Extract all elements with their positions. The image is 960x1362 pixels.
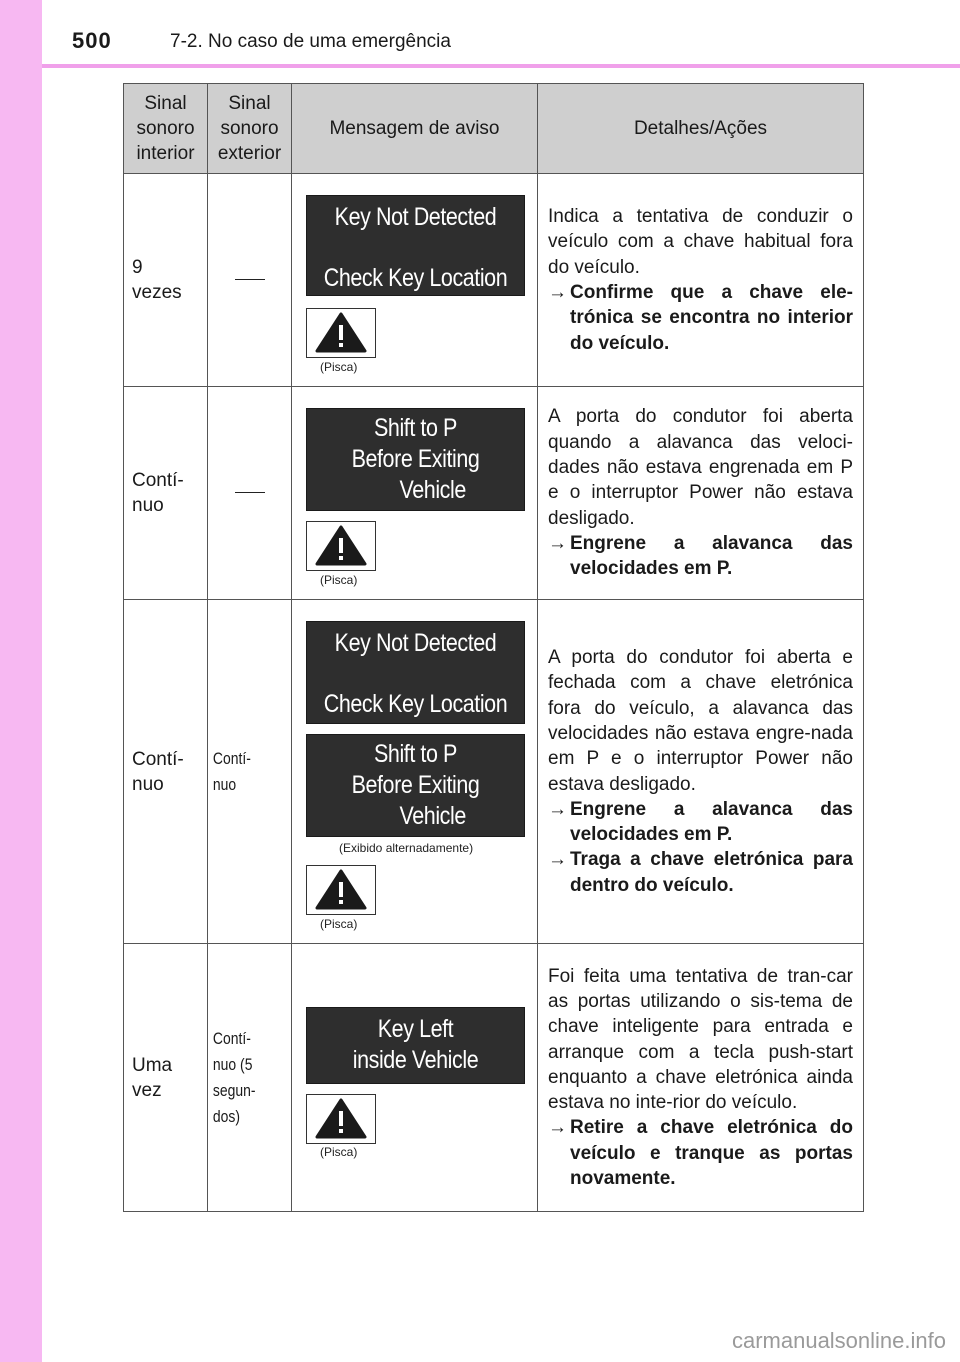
warning-message-cell <box>292 600 538 944</box>
display-screen <box>306 734 525 837</box>
dash-none <box>235 279 265 280</box>
exterior-signal <box>208 944 292 1212</box>
header-message: Mensagem de aviso <box>292 84 538 174</box>
exterior-signal-text: Contí-nuo (5 segun-dos) <box>212 1028 256 1126</box>
dash-none <box>235 492 265 493</box>
action-item <box>548 280 853 356</box>
exterior-signal <box>208 600 292 944</box>
screen-line: Key Left <box>377 1015 454 1043</box>
warning-triangle-icon <box>306 521 376 571</box>
screen-line: Key Not Detected <box>334 203 497 231</box>
screen-line: Before Exiting <box>351 445 480 473</box>
details-text: Indica a tentativa de conduzir o veículo com a chave habitual fora do veículo. <box>548 206 853 278</box>
screen-line: Shift to P <box>374 740 457 768</box>
section-title: 7-2. No caso de uma emergência <box>170 31 451 52</box>
screen-line: Check Key Location <box>323 690 508 718</box>
warning-triangle-icon <box>306 865 376 915</box>
interior-signal-text: 9 vezes <box>132 257 182 303</box>
table-row <box>124 174 864 387</box>
screen-line: Check Key Location <box>323 264 508 292</box>
warning-message-cell <box>292 174 538 387</box>
screen-line: inside Vehicle <box>352 1046 479 1074</box>
screen-line: Vehicle <box>399 802 466 830</box>
display-screen <box>306 621 525 724</box>
table-header-row <box>124 84 864 174</box>
screen-line: Shift to P <box>374 414 457 442</box>
alternate-label: (Exibido alternadamente) <box>339 841 474 855</box>
details-cell <box>538 174 864 387</box>
action-item <box>548 531 853 582</box>
page-number: 500 <box>72 28 112 53</box>
watermark-text: carmanualsonline.info <box>731 1328 946 1353</box>
details-cell <box>538 600 864 944</box>
arrow-icon: → <box>548 1117 567 1139</box>
details-cell <box>538 944 864 1212</box>
table-row <box>124 387 864 600</box>
blink-label: (Pisca) <box>320 917 358 931</box>
warning-message-cell <box>292 387 538 600</box>
arrow-icon: → <box>548 532 567 554</box>
warning-triangle-icon <box>306 1094 376 1144</box>
interior-signal <box>124 174 208 387</box>
warning-message-cell <box>292 944 538 1212</box>
header-exterior: Sinal sonoro exterior <box>208 84 292 174</box>
action-item <box>548 797 853 848</box>
page-header <box>42 0 960 62</box>
action-text: Traga a chave eletrónica para dentro do veículo. <box>570 849 853 896</box>
arrow-icon: → <box>548 849 567 871</box>
action-item <box>548 847 853 898</box>
table-row <box>124 944 864 1212</box>
exterior-signal-text: Contí-nuo <box>212 748 251 794</box>
interior-signal <box>124 600 208 944</box>
interior-signal-text: Uma vez <box>132 1054 173 1101</box>
warning-triangle-icon <box>306 308 376 358</box>
details-text: A porta do condutor foi aberta quando a alavanca das veloci-dades não estava engrenada em P e o interruptor Power não estava desligado. <box>548 406 853 529</box>
screen-line: Key Not Detected <box>334 629 497 657</box>
interior-signal <box>124 387 208 600</box>
details-cell <box>538 387 864 600</box>
action-text: Engrene a alavanca das velocidades em P. <box>570 532 853 580</box>
display-screen <box>306 1007 525 1084</box>
chapter-tab-sidebar <box>0 0 42 1362</box>
details-text: A porta do condutor foi aberta e fechada com a chave eletrónica fora do veículo, a alavanca das velocidades não estava engre-nada em P e o interruptor Power não estava desligado. <box>548 647 853 795</box>
action-text: Engrene a alavanca das velocidades em P. <box>570 798 853 846</box>
details-text: Foi feita uma tentativa de tran-car as portas utilizando o sis-tema de chave inteligente para entrada e arranque com a tecla push-start enquanto a chave eletrónica ainda estava no inte-rior do veículo. <box>548 965 853 1114</box>
table-row <box>124 600 864 944</box>
header-divider <box>42 64 960 68</box>
interior-signal-text: Contí-nuo <box>132 748 184 795</box>
exterior-signal <box>208 387 292 600</box>
header-interior: Sinal sonoro interior <box>124 84 208 174</box>
action-text: Confirme que a chave ele-trónica se encontra no interior do veículo. <box>570 282 853 354</box>
screen-line: Vehicle <box>399 476 466 504</box>
blink-label: (Pisca) <box>320 360 358 374</box>
exterior-signal <box>208 174 292 387</box>
blink-label: (Pisca) <box>320 573 358 587</box>
display-screen <box>306 195 525 296</box>
interior-signal <box>124 944 208 1212</box>
action-item <box>548 1115 853 1191</box>
header-details: Detalhes/Ações <box>538 84 864 174</box>
screen-line: Before Exiting <box>351 771 480 799</box>
warning-table <box>123 83 864 1212</box>
interior-signal-text: Contí-nuo <box>132 470 184 516</box>
action-text: Retire a chave eletrónica do veículo e tranque as portas novamente. <box>570 1117 853 1190</box>
blink-label: (Pisca) <box>320 1145 358 1159</box>
arrow-icon: → <box>548 282 567 303</box>
display-screen <box>306 408 525 511</box>
arrow-icon: → <box>548 798 567 820</box>
